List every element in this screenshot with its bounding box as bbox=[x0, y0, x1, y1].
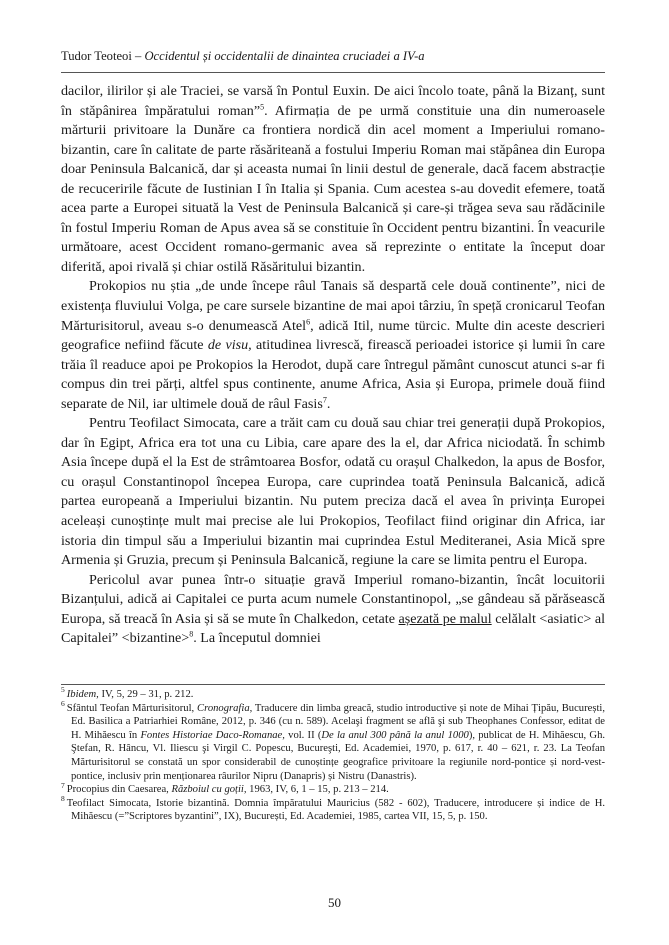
paragraph-2-text-c: atitudinea livrescă, firească perioadei istorice și lumii în care trăia îl readuce apoi pe Prokopios la Herodot, după care întregul pământ cunoscut atunci s-ar fi compus din trei părți, altfel spus continente, anume Africa, Asia și Europa, primele două fiind separate de Nil, iar ultimele două de râul Fasis bbox=[61, 337, 605, 412]
footnote-ref-7[interactable]: 7 bbox=[322, 395, 327, 405]
footnote-text: 1963, IV, 6, 1 – 15, p. 213 – 214. bbox=[246, 784, 389, 796]
footnote-italic: Războiul cu goții, bbox=[171, 784, 247, 796]
footnote-8 bbox=[61, 794, 605, 824]
header-rule bbox=[61, 72, 605, 73]
footnote-text: Sfântul Teofan Mărturisitorul, bbox=[66, 702, 198, 714]
paragraph-4-text-a: Pericolul avar punea într-o situație gravă Imperiul romano-bizantin, încât locuitorii Bizanțului, adică ai Capitalei ce purta acum numele Constantinopol, „se gândeau să părăsească Europa, să treacă în Asia și să se mute în Chalkedon, cetate bbox=[61, 571, 605, 627]
footnote-number: 6 bbox=[61, 699, 65, 709]
footnote-text: Teofilact Simocata, Istorie bizantină. Domnia împăratului Mauricius (582 - 602), Traducere, introducere și indice de H. Mihăescu (=”Scriptores byzantini”, IX), București, Ed. Academiei, 1985, cartea VII, 15, 5, p. 150. bbox=[66, 797, 605, 823]
footnote-italic: Fontes Historiae Daco-Romanae, bbox=[140, 729, 285, 741]
footnote-number: 8 bbox=[61, 794, 65, 804]
running-head-title: Occidentul și occidentalii de dinaintea cruciadei a IV-a bbox=[144, 49, 425, 63]
footnote-italic: De la anul 300 până la anul 1000 bbox=[321, 729, 469, 741]
paragraph-4 bbox=[61, 571, 605, 649]
footnote-5 bbox=[61, 685, 605, 702]
paragraph-1-text-b: . Afirmația de pe urmă constituie una din numeroasele mărturii privitoare la Dunăre ca frontiera nordică din acel moment a Imperiului romano-bizantin, care în calitate de parte răsăriteană a fostului Imperiu Roman mai stăpânea din Europa doar Peninsula Balcanică, dar și aceasta numai în linii destul de generale, dacă facem abstracție de recuceririle făcute de Iustinian I în Italia și Spania. Cum acestea s-au dovedit efemere, toată acea parte a Europei situată la Vest de Peninsula Balcanică și care-și trăgea seva sau rădăcinile în fostul Imperiu Roman de Apus avea să se constituie în Occident pentru bizantini. În veacurile următoare, acest Occident romano-germanic avea să reprezinte o entitate la început doar diferită, apoi rivală și chiar ostilă Răsăritului bizantin. bbox=[61, 102, 605, 275]
body-text bbox=[61, 82, 605, 649]
paragraph-1 bbox=[61, 82, 605, 277]
paragraph-4-text-c: . La începutul domniei bbox=[193, 630, 321, 647]
footnote-italic: Ibidem, bbox=[66, 689, 99, 700]
footnote-7 bbox=[61, 780, 605, 797]
paragraph-2-text-a: Prokopios nu știa „de unde începe râul Tanais să despartă cele două continente”, nici de existența fluviului Volga, pe care sursele bizantine de mai apoi târziu, în speță cronicarul Teofan Mărturisitorul, aveau s-o denumească Atel bbox=[61, 278, 605, 334]
paragraph-4-text-b: celălalt <asiatic> al Capitalei” <bizantine> bbox=[61, 610, 606, 647]
running-head-author: Tudor Teoteoi – bbox=[61, 49, 145, 63]
footnote-text: IV, 5, 29 – 31, p. 212. bbox=[98, 689, 194, 700]
footnote-text: vol. II ( bbox=[284, 729, 322, 741]
paragraph-2 bbox=[61, 277, 605, 414]
footnotes bbox=[61, 684, 605, 824]
paragraph-2-italic: de visu, bbox=[207, 337, 252, 354]
footnote-6 bbox=[61, 699, 606, 784]
footnote-ref-6[interactable]: 6 bbox=[306, 316, 311, 326]
footnote-italic: Cronografia, bbox=[197, 702, 253, 714]
footnote-number: 7 bbox=[61, 780, 65, 790]
paragraph-3-text: Pentru Teofilact Simocata, care a trăit cam cu două sau chiar trei generații după Prokopios, dar în Egipt, Africa era tot una cu Libia, care apare des la el, dar Africa niciodată. În schimb Asia începe după el la Est de strâmtoarea Bosfor, odată cu orașul Chalkedon, la apus de Bosfor, cu orașul Constantinopol începea Europa, care cuprindea toată Peninsula Balcanică, adică partea europeană a Imperiului bizantin. Nu putem preciza dacă el avea în privința Europei aceleași cunoștințe mult mai precise ale lui Prokopios, Teofilact fiind originar din Africa, iar istoria din timpul său a Imperiului bizantin mai cuprindea Estul Mediteranei, Asia Mică spre Armenia și Gruzia, precum și Peninsula Balcanică, regiune la care se limita pentru el Europa. bbox=[61, 415, 605, 569]
running-head bbox=[61, 49, 425, 64]
footnote-ref-5[interactable]: 5 bbox=[260, 101, 265, 111]
footnote-text: ), publicat de H. Mihăescu, Gh. Ştefan, R. Hâncu, Vl. Iliescu şi Virgil C. Popescu, Bucureşti, Ed. Academiei, 1970, p. 617, r. 40 – 621, r. 23. La Teofan Mărturisitorul se constată un spor considerabil de cunoștințe geografice privitoare la regiunile nord-pontice și nord-vest-pontice, inclusiv prin menționarea râurilor Nipru (Danapris) și Nistru (Danastris). bbox=[71, 729, 606, 782]
page-number: 50 bbox=[328, 895, 341, 910]
paragraph-2-text-d: . bbox=[326, 395, 331, 412]
footnote-text: Traducere din limba greacă, studio introductive și note de Mihai Țipău, București, Ed. Basilica a Patriarhiei Române, 2012, p. 346 (cu n. 589). Acelaşi fragment se află şi sub Theophanes Confessor, editat de H. Mihăescu în bbox=[71, 702, 605, 741]
footnote-ref-8[interactable]: 8 bbox=[189, 629, 194, 639]
paragraph-2-text-b: , adică Itil, nume türcic. Multe din aceste descrieri geografice nefiind făcute bbox=[61, 317, 605, 354]
paragraph-1-text-a: dacilor, ilirilor și ale Traciei, se varsă în Pontul Euxin. De aici încolo toate, până la Bizanț, sunt în stăpânirea împăratului roman” bbox=[61, 83, 605, 119]
paragraph-3 bbox=[61, 414, 605, 570]
footnote-number: 5 bbox=[61, 685, 65, 695]
paragraph-4-underlined: așezată pe malul bbox=[398, 610, 492, 627]
footnote-text: Procopius din Caesarea, bbox=[66, 784, 172, 796]
